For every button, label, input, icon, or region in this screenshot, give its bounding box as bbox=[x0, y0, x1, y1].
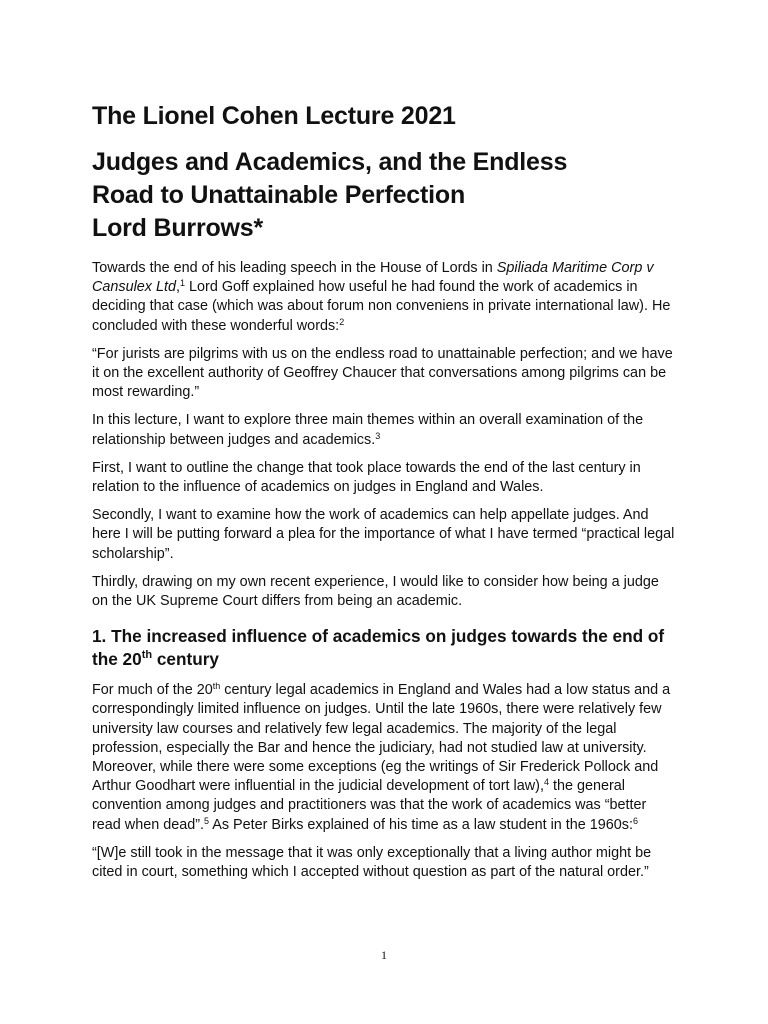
subtitle-line-2: Road to Unattainable Perfection bbox=[92, 181, 466, 209]
lecture-title: The Lionel Cohen Lecture 2021 bbox=[92, 102, 456, 130]
paragraph-first-theme: First, I want to outline the change that took place towards the end of the last century in relation to the influence of academics on judges in England and Wales. bbox=[92, 459, 641, 496]
document-page bbox=[92, 100, 678, 891]
paragraph-quote-goff: “For jurists are pilgrims with us on the endless road to unattainable perfection; and we have it on the excellent authority of Geoffrey Chaucer that conversations among pilgrims can be most rewarding.” bbox=[92, 345, 673, 401]
paragraph-history: For much of the 20th century legal academics in England and Wales had a low status and a correspondingly limited influence on judges. Until the late 1960s, there were relatively few university law courses and relatively few legal academics. The majority of the legal profession, especially the Bar and hence the judiciary, had not studied law at university. Moreover, while there were some exceptions (eg the writings of Sir Frederick Pollock and Arthur Goodhart were influential in the judicial development of tort law),$^4$ the general convention among judges and practitioners was that the work of academics was “better read when dead”.$^5$ As Peter Birks explained of his time as a law student in the 1960s:$^6$ bbox=[92, 681, 671, 833]
footnote-ref-1[interactable]: 1 bbox=[180, 278, 186, 289]
subtitle-line-1: Judges and Academics, and the Endless bbox=[92, 148, 568, 176]
footnote-ref-2[interactable]: 2 bbox=[339, 316, 345, 327]
page-number: 1 bbox=[381, 948, 387, 962]
footnote-ref-5[interactable]: 5 bbox=[204, 815, 210, 826]
author-name: Lord Burrows* bbox=[92, 214, 264, 242]
paragraph-third-theme: Thirdly, drawing on my own recent experience, I would like to consider how being a judge on the UK Supreme Court differs from being an academic. bbox=[92, 573, 659, 610]
footnote-ref-4[interactable]: 4 bbox=[543, 777, 549, 788]
case-name: Spiliada Maritime Corp v Cansulex Ltd bbox=[92, 260, 654, 296]
paragraph-second-theme: Secondly, I want to examine how the work of academics can help appellate judges. And here I will be putting forward a plea for the importance of what I have termed “practical legal scholarship”. bbox=[92, 507, 675, 562]
paragraph-intro: Towards the end of his leading speech in the House of Lords in Spiliada Maritime Corp v Cansulex Ltd,$^1$ Lord Goff explained how useful he had found the work of academics in deciding that case (which was about forum non conveniens in private international law). He concluded with these wonderful words:$^2$ bbox=[92, 260, 671, 334]
paragraph-quote-birks: “[W]e still took in the message that it was only exceptionally that a living author might be cited in court, something which I accepted without question as part of the natural order.” bbox=[92, 844, 652, 881]
paragraph-themes: In this lecture, I want to explore three main themes within an overall examination of the relationship between judges and academics.$^3$ bbox=[92, 412, 644, 448]
lecture-subtitle bbox=[92, 146, 678, 245]
footnote-ref-3[interactable]: 3 bbox=[375, 430, 381, 441]
footnote-ref-6[interactable]: 6 bbox=[633, 815, 639, 826]
section-heading-1: 1. The increased influence of academics on judges towards the end of the 20th century bbox=[92, 626, 665, 670]
